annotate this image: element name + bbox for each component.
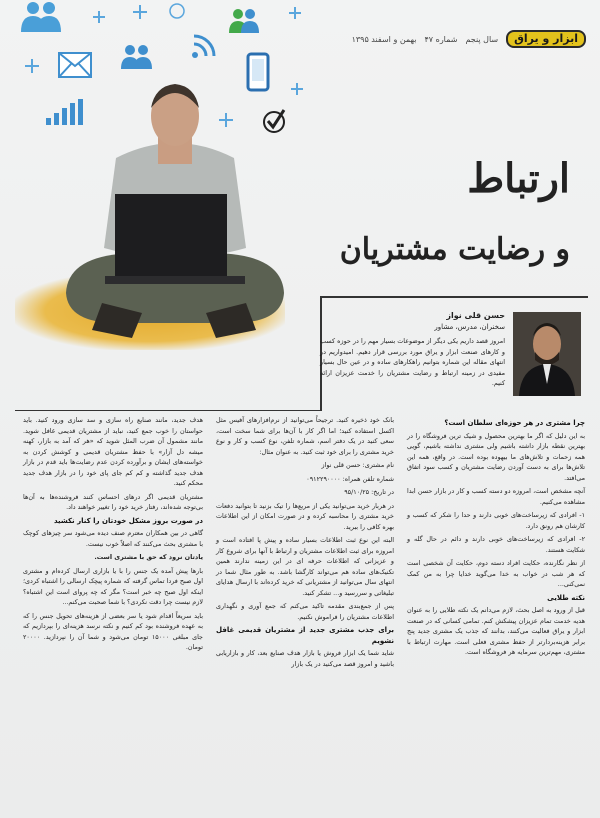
people-icon xyxy=(15,0,67,34)
heading-why-customer: چرا مشتری در هر حوزه‌ای سلطان است؟ xyxy=(444,419,585,427)
plus-icon xyxy=(288,6,302,20)
users-icon xyxy=(226,6,262,34)
group-icon xyxy=(118,42,154,70)
paragraph: آنچه مشخص است، امروزه دو دسته کسب و کار در بازار حسن ابدا مشاهده می‌کنیم. xyxy=(407,487,585,506)
heading-new-customers: برای جذب مشتری جدید از مشتریان قدیمی غافل نشویم xyxy=(216,626,394,645)
paragraph: باید سریعاً اقدام شود یا سر بعضی از هزینه‌های تحویل جنس را که به عهده فروشنده بود کم کنیم و نکته نرسد هزینه‌ای را بپردازیم که جای مبلغی ۱۵۰۰۰ تومان می‌شود و شما آن را نپردازید. ۲۰۰۰۰ تومان. xyxy=(23,611,203,651)
wifi-icon xyxy=(190,30,220,60)
paragraph: گاهی در بین همکاران معترم صنف دیده می‌شود سر چیزهای کوچک با مشتری بحث می‌کنند که اصلاً خوب نیست. xyxy=(23,529,203,548)
heading-golden-tip: نکته طلایی xyxy=(547,593,585,602)
issue-number: شماره ۴۷ xyxy=(424,34,458,44)
author-info-box xyxy=(315,308,585,403)
magazine-logo: ابزار و یراق xyxy=(506,30,586,48)
issue-date: بهمن و اسفند ۱۳۹۵ xyxy=(351,34,417,44)
frame-line-bottom xyxy=(15,410,322,411)
author-intro: امروز قصد داریم یکی دیگر از موضوعات بسیار مهم را در حوزه کسب و کارهای صنعت ابزار و یراق مورد بررسی قرار دهیم. امیدواریم در انتهای مقاله این شماره بتوانیم راهکارهای ساده و در عین حال بسیار مفیدی در زمینه ارتباط و رضایت مشتریان را خدمت عزیزان ارائه کنیم. xyxy=(320,337,505,387)
magazine-header xyxy=(352,30,586,48)
article-title-line2: و رضایت مشتریان xyxy=(339,232,570,267)
mail-icon xyxy=(58,52,92,78)
frame-line-top xyxy=(320,296,588,298)
author-name: حسن قلی نواز xyxy=(446,311,505,320)
paragraph: هدف جدید، مانند صنایع راه سازی و سد سازی ورود کنید. باید حواستان را خوب جمع کنید، نباید از مشتریان قدیمی غافل شوید. مانند مشمول آن ضرب المثل شوید که «هر که آمد به بازار، کهنه میشه دل آزار» با حفظ مشتریان قدیمی و کوشش کردن به خواسته‌های ایشان و برآورده کردن عدم رضایت‌ها باید قدم در بازار هدف جدید گذاشته و کم کم جای پای خود را در بازار هدف جدید محکم کنید. xyxy=(23,416,203,487)
man-with-laptop-illustration xyxy=(60,78,290,348)
article-title-line1: ارتباط xyxy=(467,155,570,202)
paragraph: بانک خود ذخیره کنید. ترجیحاً می‌توانید از نرم‌افزارهای آفیس مثل اکسل استفاده کنید؛ اما اگر کار با آن‌ها برای شما سخت است، سعی کنید در یک دفتر اسم، شماره تلفن، نوع کسب و کار و نوع خرید مشتری را برای خود ثبت کنید. به عنوان مثال: xyxy=(216,416,394,456)
plus-icon xyxy=(132,4,148,20)
paragraph: شاید شما یک ابزار فروش یا بازار هدف صنایع بعد، کار و بازاریابی باشید و امروز قصد می‌کنید در یک بازار xyxy=(216,649,394,668)
paragraph: بارها پیش آمده یک جنس را با یا بازاری ارسال کرده‌ام و مشتری اول صبح فردا تماس گرفته که شماره پیچک ارسالی را اشتباه کردی؛ اینکه اول صبح چه خبر است؟ مگر که چه پروای است این اشتباه؟ لازم نیست چرا دقت نکردی؟ با شما صحبت می‌کنم... xyxy=(23,566,203,606)
paragraph: از نظر نگارنده، حکایت افراد دسته دوم، حکایت آن شخصی است که هر شب در خواب به خدا می‌گوید خدایا چرا به من کمک نمی‌کنی... xyxy=(407,559,585,588)
globe-icon xyxy=(168,2,186,20)
plus-icon xyxy=(92,10,106,24)
list-item: ۲- افرادی که زیرساخت‌های خوبی دارند و دائم در حال گله و شکایت هستند. xyxy=(407,535,585,554)
text-column-middle xyxy=(216,415,394,672)
plus-icon xyxy=(24,58,40,74)
paragraph: در هربار خرید می‌توانید یکی از مربع‌ها را تیک بزنید تا بتوانید دفعات خرید مشتری را محاسبه کرده و در صورت امکان از این اطلاعات بهره کافی را ببرید. xyxy=(216,501,394,531)
text-column-left xyxy=(23,415,203,656)
text-column-right xyxy=(407,415,585,661)
example-customer-phone: شماره تلفن همراه: ۰۹۱۲۲۹۰۰۰۰ xyxy=(306,474,394,483)
emphasis-customer-right: یادتان نرود که حق با مشتری است. xyxy=(94,553,203,561)
list-item: ۱- افرادی که زیرساخت‌های خوبی دارند و حدا را شکر که کسب و کارشان هم رونق دارد. xyxy=(407,511,585,530)
author-role: سخنران، مدرس، مشاور xyxy=(434,323,505,331)
example-date: در تاریخ: ۹۵/۱۰/۲۵ xyxy=(344,488,394,496)
paragraph: قبل از ورود به اصل بحث، لازم می‌دانم یک نکته طلایی را به عنوان هدیه خدمت تمام عزیزان پیشکش کنم. تمامی کسانی که در صنعت ابزار و یراق فعالیت می‌کنند، بدانند که جذب یک مشتری جدید پنج برابر هزینه‌بردارتر از حفظ مشتری فعلی است. مهارت ارتباط با مشتری، مهم‌ترین سرمایه هر فروشگاه است. xyxy=(407,606,585,656)
author-portrait xyxy=(513,312,581,396)
example-customer-name: نام مشتری: حسن قلی نواز xyxy=(321,461,394,469)
plus-icon xyxy=(290,82,304,96)
paragraph: مشتریان قدیمی اگر درهای احساس کنند فروشنده‌ها به آن‌ها بی‌توجه شده‌اند، رفتار خرید خود را تغییر خواهند داد. xyxy=(23,492,203,511)
volume-label: سال پنجم xyxy=(465,34,499,44)
paragraph: پس از جمع‌بندی مقدمه تاکید می‌کنم که جمع آوری و نگهداری اطلاعات مشتریان را فراموش نکنیم. xyxy=(216,602,394,621)
paragraph: به این دلیل که اگر ما بهترین محصول و شیک ترین فروشگاه را در بهترین نقطه بازار داشته باشیم ولی مشتری نداشته باشیم، گویی همه زحمات و تلاش‌های ما بیهوده بوده است. در واقع، همه این تلاش‌ها برای به دست آوردن رضایت مشتریان و کسب سود اتفاق می‌افتد. xyxy=(407,431,585,482)
paragraph: البته این نوع ثبت اطلاعات بسیار ساده و پیش پا افتاده است و امروزه برای ثبت اطلاعات مشتریان و ارتباط با آنها برای شروع کار و عزیزانی که اطلاعات حرفه ای در این زمینه ندارند همین تکنیک‌های ساده هم می‌تواند کارگشا باشد. به طور مثال شما در انتهای سال می‌توانید از مشتریانی که خرید کرده‌اند با ارسال هدایای تبلیغاتی و سررسید و... تشکر کنید. xyxy=(216,536,394,597)
heading-dont-withdraw: در صورت بروز مشکل خودتان را کنار نکشید xyxy=(53,516,203,525)
